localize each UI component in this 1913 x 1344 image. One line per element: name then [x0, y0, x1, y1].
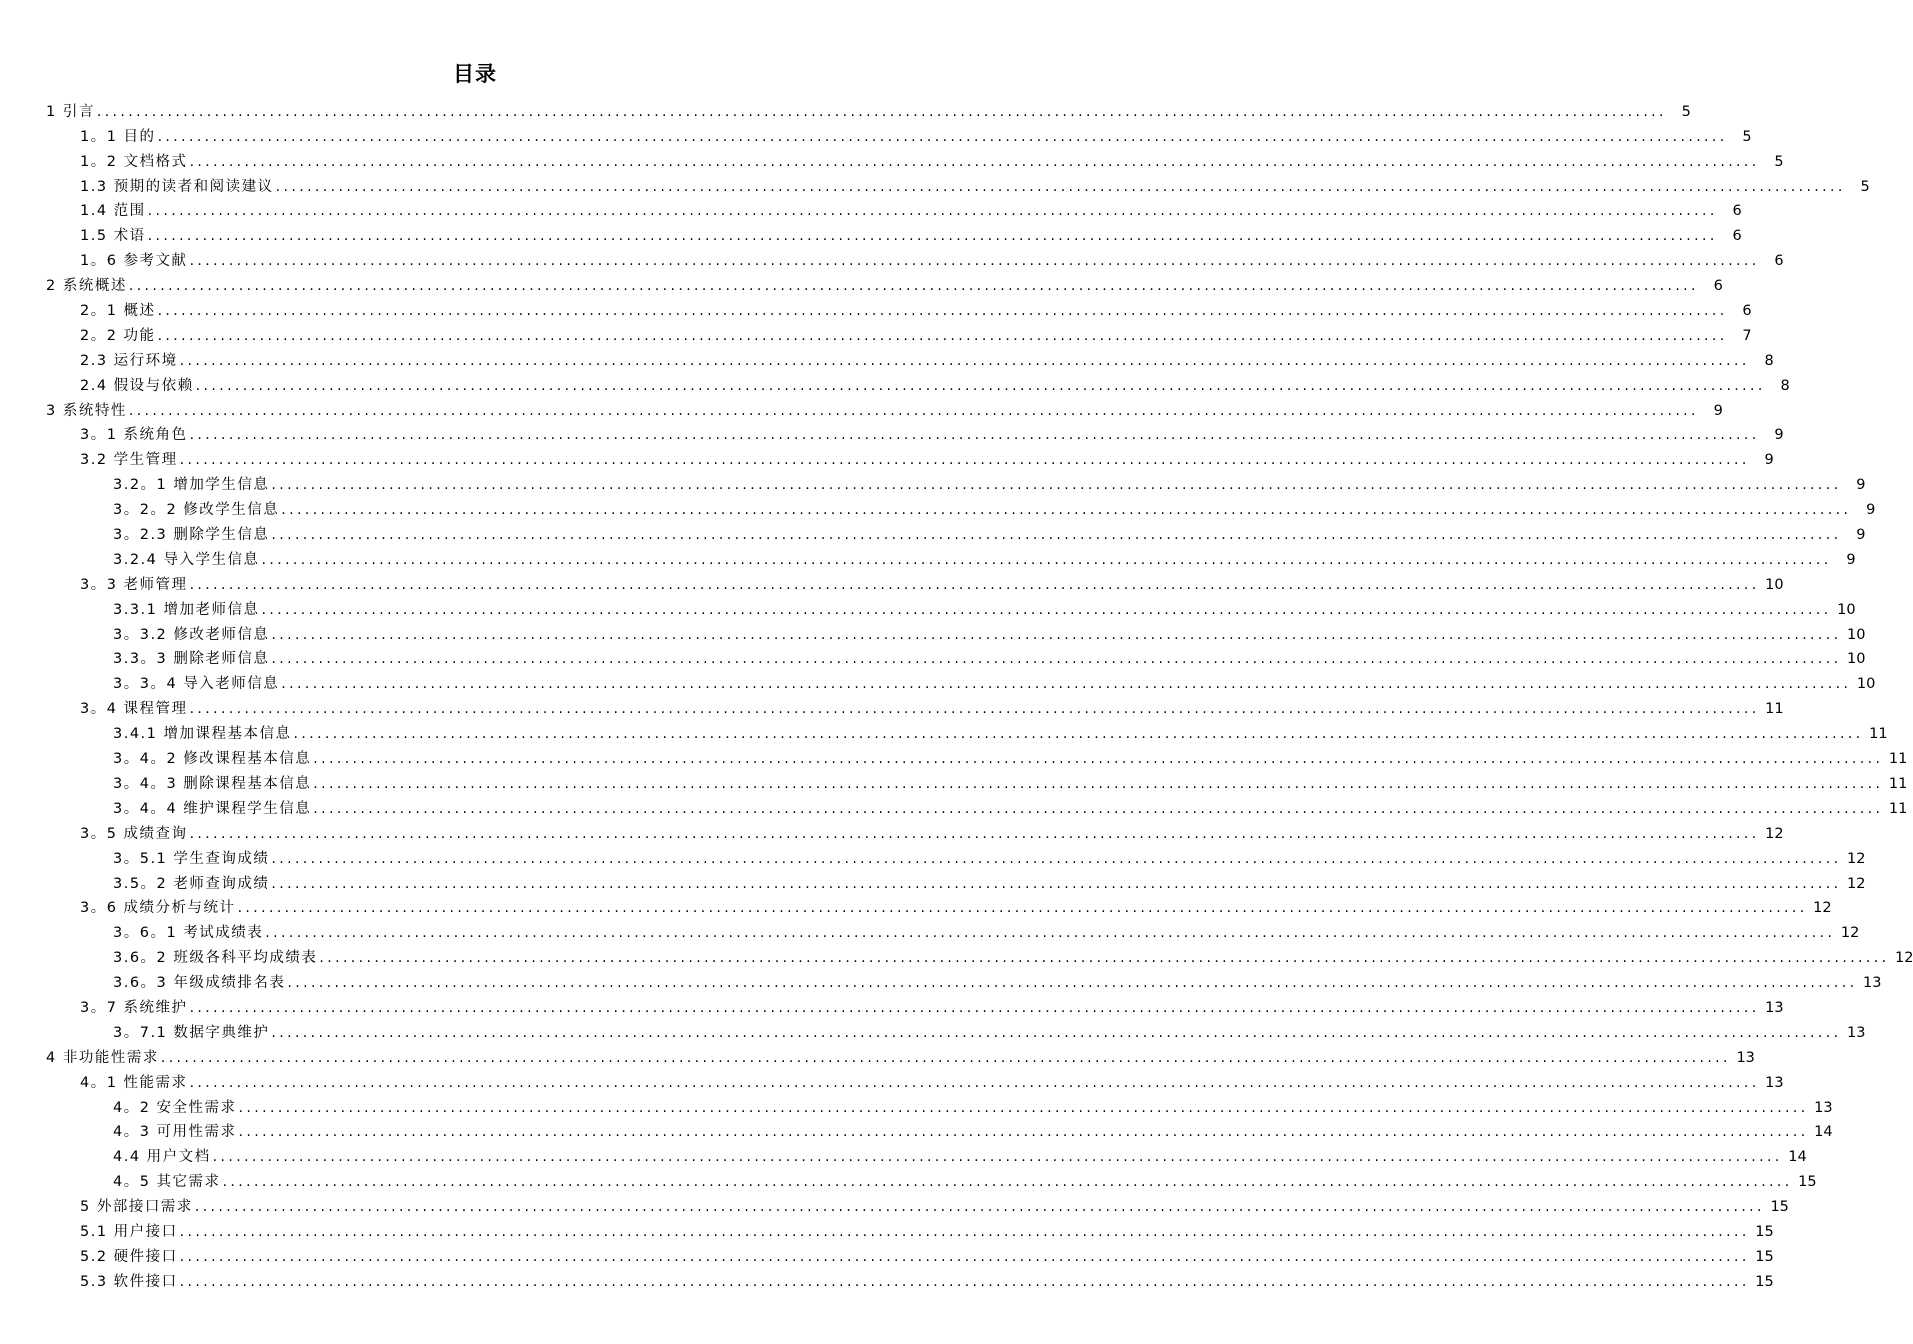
dot-leader: ........................................................................................................................................................................................................ — [313, 751, 1884, 768]
toc-entry-title: 3。3。4 导入老师信息 — [113, 676, 280, 693]
dot-leader: ........................................................................................................................................................................................................ — [189, 999, 1760, 1016]
dot-leader: ........................................................................................................................................................................................................ — [189, 253, 1760, 270]
toc-entry-title: 5 外部接口需求 — [80, 1199, 193, 1216]
toc-entry-page-number: 10 — [1856, 676, 1876, 693]
dot-leader: ........................................................................................................................................................................................................ — [179, 352, 1750, 369]
dot-leader: ........................................................................................................................................................................................................ — [195, 377, 1766, 394]
toc-entry-title: 1.4 范围 — [80, 203, 146, 220]
toc-entry[interactable] — [0, 796, 1908, 821]
table-of-contents — [0, 99, 1913, 1294]
dot-leader: ........................................................................................................................................................................................................ — [261, 601, 1832, 618]
dot-leader: ........................................................................................................................................................................................................ — [238, 1124, 1809, 1141]
toc-entry[interactable] — [0, 1095, 1833, 1120]
toc-entry-page-number: 8 — [1780, 377, 1790, 394]
toc-entry-page-number: 6 — [1732, 203, 1742, 220]
toc-entry-title: 3 系统特性 — [46, 402, 127, 419]
toc-entry-title: 4。2 安全性需求 — [113, 1099, 237, 1116]
toc-entry[interactable] — [0, 323, 1752, 348]
toc-entry[interactable] — [0, 896, 1832, 921]
toc-entry-title: 3。7 系统维护 — [80, 999, 188, 1016]
toc-entry[interactable] — [0, 1244, 1774, 1269]
toc-entry[interactable] — [0, 373, 1790, 398]
dot-leader: ........................................................................................................................................................................................................ — [275, 178, 1846, 195]
toc-entry-title: 1。6 参考文献 — [80, 253, 188, 270]
toc-entry-title: 4.4 用户文档 — [113, 1149, 211, 1166]
toc-entry-page-number: 13 — [1765, 999, 1784, 1016]
toc-entry[interactable] — [0, 1070, 1784, 1095]
toc-entry[interactable] — [0, 1020, 1866, 1045]
toc-entry-page-number: 15 — [1798, 1174, 1817, 1191]
toc-entry[interactable] — [0, 199, 1742, 224]
toc-entry[interactable] — [0, 149, 1784, 174]
toc-entry[interactable] — [0, 920, 1860, 945]
toc-entry-title: 4。1 性能需求 — [80, 1074, 188, 1091]
dot-leader: ........................................................................................................................................................................................................ — [271, 626, 1842, 643]
dot-leader: ........................................................................................................................................................................................................ — [189, 701, 1760, 718]
toc-entry-page-number: 8 — [1764, 352, 1774, 369]
toc-entry-page-number: 12 — [1765, 825, 1784, 842]
toc-entry-page-number: 9 — [1846, 551, 1856, 568]
toc-entry-title: 3.3。3 删除老师信息 — [113, 651, 270, 668]
toc-entry[interactable] — [0, 1169, 1817, 1194]
toc-entry-title: 2。1 概述 — [80, 303, 156, 320]
toc-entry-page-number: 14 — [1814, 1124, 1833, 1141]
dot-leader: ........................................................................................................................................................................................................ — [189, 427, 1760, 444]
toc-entry-page-number: 5 — [1742, 128, 1752, 145]
toc-entry-page-number: 13 — [1847, 1024, 1866, 1041]
dot-leader: ........................................................................................................................................................................................................ — [194, 1199, 1765, 1216]
toc-entry-title: 1.3 预期的读者和阅读建议 — [80, 178, 274, 195]
toc-entry[interactable] — [0, 821, 1784, 846]
toc-entry-page-number: 10 — [1837, 601, 1856, 618]
toc-entry-page-number: 14 — [1788, 1149, 1807, 1166]
toc-entry-title: 1。2 文档格式 — [80, 153, 188, 170]
dot-leader: ........................................................................................................................................................................................................ — [128, 402, 1699, 419]
toc-entry-page-number: 15 — [1755, 1223, 1774, 1240]
toc-entry-page-number: 12 — [1895, 950, 1913, 967]
dot-leader: ........................................................................................................................................................................................................ — [96, 103, 1667, 120]
toc-entry-title: 3。4 课程管理 — [80, 701, 188, 718]
toc-entry-title: 2 系统概述 — [46, 278, 127, 295]
toc-entry[interactable] — [0, 871, 1866, 896]
dot-leader: ........................................................................................................................................................................................................ — [271, 850, 1842, 867]
toc-entry-page-number: 15 — [1755, 1273, 1774, 1290]
dot-leader: ........................................................................................................................................................................................................ — [189, 1074, 1760, 1091]
toc-entry[interactable] — [0, 995, 1784, 1020]
toc-entry[interactable] — [0, 1219, 1774, 1244]
dot-leader: ........................................................................................................................................................................................................ — [222, 1174, 1793, 1191]
toc-entry-title: 3.6。3 年级成绩排名表 — [113, 975, 286, 992]
toc-entry-page-number: 11 — [1869, 726, 1888, 743]
toc-entry[interactable] — [0, 248, 1784, 273]
toc-entry[interactable] — [0, 597, 1856, 622]
toc-entry[interactable] — [0, 447, 1774, 472]
toc-entry[interactable] — [0, 671, 1876, 696]
toc-entry[interactable] — [0, 298, 1752, 323]
toc-entry-title: 3.2。1 增加学生信息 — [113, 477, 270, 494]
toc-entry[interactable] — [0, 174, 1870, 199]
toc-entry-title: 5.3 软件接口 — [80, 1273, 178, 1290]
toc-entry[interactable] — [0, 124, 1752, 149]
dot-leader: ........................................................................................................................................................................................................ — [157, 303, 1728, 320]
dot-leader: ........................................................................................................................................................................................................ — [128, 278, 1699, 295]
toc-entry-title: 3。4。3 删除课程基本信息 — [113, 775, 312, 792]
toc-entry-page-number: 11 — [1888, 775, 1908, 792]
toc-entry-title: 4。5 其它需求 — [113, 1174, 221, 1191]
dot-leader: ........................................................................................................................................................................................................ — [212, 1149, 1783, 1166]
toc-entry-title: 3。4。4 维护课程学生信息 — [113, 800, 312, 817]
toc-entry-page-number: 11 — [1888, 751, 1908, 768]
toc-entry-title: 1。1 目的 — [80, 128, 156, 145]
toc-entry[interactable] — [0, 398, 1723, 423]
dot-leader: ........................................................................................................................................................................................................ — [147, 203, 1718, 220]
toc-entry[interactable] — [0, 696, 1784, 721]
toc-entry-page-number: 6 — [1742, 303, 1752, 320]
toc-entry-title: 1.5 术语 — [80, 228, 146, 245]
toc-entry[interactable] — [0, 423, 1784, 448]
toc-entry-page-number: 13 — [1736, 1049, 1755, 1066]
toc-entry[interactable] — [0, 622, 1866, 647]
toc-entry-page-number: 13 — [1765, 1074, 1784, 1091]
toc-entry-title: 3。5.1 学生查询成绩 — [113, 850, 270, 867]
toc-entry-title: 3。5 成绩查询 — [80, 825, 188, 842]
toc-entry[interactable] — [0, 273, 1723, 298]
toc-entry-title: 3。3.2 修改老师信息 — [113, 626, 270, 643]
dot-leader: ........................................................................................................................................................................................................ — [271, 875, 1842, 892]
dot-leader: ........................................................................................................................................................................................................ — [319, 950, 1890, 967]
dot-leader: ........................................................................................................................................................................................................ — [157, 128, 1728, 145]
toc-entry-title: 3.3.1 增加老师信息 — [113, 601, 260, 618]
dot-leader: ........................................................................................................................................................................................................ — [281, 502, 1852, 519]
toc-entry-title: 3。4。2 修改课程基本信息 — [113, 751, 312, 768]
toc-entry[interactable] — [0, 970, 1882, 995]
toc-entry-title: 3.2 学生管理 — [80, 452, 178, 469]
toc-entry-page-number: 13 — [1814, 1099, 1833, 1116]
toc-entry-title: 3.2.4 导入学生信息 — [113, 551, 260, 568]
dot-leader: ........................................................................................................................................................................................................ — [313, 800, 1884, 817]
dot-leader: ........................................................................................................................................................................................................ — [189, 576, 1760, 593]
toc-entry-title: 4。3 可用性需求 — [113, 1124, 237, 1141]
toc-entry-title: 2.3 运行环境 — [80, 352, 178, 369]
toc-entry-title: 2。2 功能 — [80, 327, 156, 344]
toc-entry[interactable] — [0, 721, 1888, 746]
toc-entry[interactable] — [0, 497, 1876, 522]
dot-leader: ........................................................................................................................................................................................................ — [281, 676, 1852, 693]
toc-entry[interactable] — [0, 945, 1913, 970]
dot-leader: ........................................................................................................................................................................................................ — [147, 228, 1718, 245]
toc-entry[interactable] — [0, 1194, 1789, 1219]
dot-leader: ........................................................................................................................................................................................................ — [271, 1024, 1842, 1041]
dot-leader: ........................................................................................................................................................................................................ — [179, 1273, 1750, 1290]
toc-entry-page-number: 12 — [1847, 875, 1866, 892]
toc-entry-page-number: 6 — [1774, 253, 1784, 270]
toc-entry[interactable] — [0, 1269, 1774, 1294]
dot-leader: ........................................................................................................................................................................................................ — [287, 975, 1858, 992]
toc-entry-page-number: 9 — [1866, 502, 1876, 519]
dot-leader: ........................................................................................................................................................................................................ — [237, 900, 1808, 917]
dot-leader: ........................................................................................................................................................................................................ — [179, 1248, 1750, 1265]
toc-entry[interactable] — [0, 472, 1866, 497]
dot-leader: ........................................................................................................................................................................................................ — [265, 925, 1836, 942]
toc-entry-title: 2.4 假设与依赖 — [80, 377, 194, 394]
toc-entry-page-number: 10 — [1847, 626, 1866, 643]
toc-entry-page-number: 5 — [1681, 103, 1691, 120]
dot-leader: ........................................................................................................................................................................................................ — [271, 477, 1842, 494]
toc-entry-page-number: 12 — [1847, 850, 1866, 867]
dot-leader: ........................................................................................................................................................................................................ — [313, 775, 1884, 792]
toc-entry-page-number: 11 — [1765, 701, 1784, 718]
toc-entry[interactable] — [0, 1144, 1807, 1169]
toc-entry[interactable] — [0, 1120, 1833, 1145]
toc-entry-page-number: 10 — [1765, 576, 1784, 593]
toc-entry-page-number: 5 — [1774, 153, 1784, 170]
toc-entry-page-number: 9 — [1856, 527, 1866, 544]
toc-entry-title: 3.4.1 增加课程基本信息 — [113, 726, 292, 743]
toc-entry-title: 3。6 成绩分析与统计 — [80, 900, 236, 917]
dot-leader: ........................................................................................................................................................................................................ — [189, 153, 1760, 170]
toc-entry-title: 3。7.1 数据字典维护 — [113, 1024, 270, 1041]
toc-entry-title: 5.2 硬件接口 — [80, 1248, 178, 1265]
toc-entry-title: 3。3 老师管理 — [80, 576, 188, 593]
toc-entry-page-number: 15 — [1770, 1199, 1789, 1216]
toc-entry[interactable] — [0, 771, 1908, 796]
dot-leader: ........................................................................................................................................................................................................ — [293, 726, 1864, 743]
toc-entry-page-number: 11 — [1888, 800, 1908, 817]
dot-leader: ........................................................................................................................................................................................................ — [271, 651, 1842, 668]
toc-entry-title: 5.1 用户接口 — [80, 1223, 178, 1240]
toc-entry-title: 3。2.3 删除学生信息 — [113, 527, 270, 544]
toc-entry[interactable] — [0, 647, 1866, 672]
dot-leader: ........................................................................................................................................................................................................ — [271, 527, 1842, 544]
toc-entry-title: 3。6。1 考试成绩表 — [113, 925, 264, 942]
toc-entry-title: 3.5。2 老师查询成绩 — [113, 875, 270, 892]
toc-entry[interactable] — [0, 99, 1691, 124]
toc-entry-title: 3。1 系统角色 — [80, 427, 188, 444]
toc-entry[interactable] — [0, 522, 1866, 547]
dot-leader: ........................................................................................................................................................................................................ — [179, 1223, 1750, 1240]
toc-entry-title: 1 引言 — [46, 103, 95, 120]
toc-entry[interactable] — [0, 572, 1784, 597]
toc-entry-page-number: 9 — [1774, 427, 1784, 444]
toc-entry-page-number: 6 — [1713, 278, 1723, 295]
dot-leader: ........................................................................................................................................................................................................ — [261, 551, 1832, 568]
toc-entry-page-number: 9 — [1856, 477, 1866, 494]
toc-entry-page-number: 12 — [1840, 925, 1860, 942]
toc-entry-page-number: 9 — [1713, 402, 1723, 419]
dot-leader: ........................................................................................................................................................................................................ — [179, 452, 1750, 469]
toc-entry[interactable] — [0, 1045, 1755, 1070]
dot-leader: ........................................................................................................................................................................................................ — [160, 1049, 1731, 1066]
toc-entry-title: 3。2。2 修改学生信息 — [113, 502, 280, 519]
toc-entry[interactable] — [0, 348, 1774, 373]
toc-entry[interactable] — [0, 223, 1742, 248]
toc-entry-page-number: 10 — [1847, 651, 1866, 668]
toc-entry-page-number: 6 — [1732, 228, 1742, 245]
dot-leader: ........................................................................................................................................................................................................ — [157, 327, 1728, 344]
dot-leader: ........................................................................................................................................................................................................ — [189, 825, 1760, 842]
toc-entry[interactable] — [0, 547, 1856, 572]
toc-entry-title: 3.6。2 班级各科平均成绩表 — [113, 950, 318, 967]
dot-leader: ........................................................................................................................................................................................................ — [238, 1099, 1809, 1116]
toc-entry-page-number: 9 — [1764, 452, 1774, 469]
toc-entry-page-number: 12 — [1813, 900, 1832, 917]
toc-entry-title: 4 非功能性需求 — [46, 1049, 159, 1066]
toc-entry-page-number: 5 — [1860, 178, 1870, 195]
page-title: 目录 — [453, 62, 497, 86]
toc-entry-page-number: 13 — [1863, 975, 1882, 992]
toc-entry[interactable] — [0, 746, 1908, 771]
toc-entry-page-number: 15 — [1755, 1248, 1774, 1265]
toc-entry-page-number: 7 — [1742, 327, 1752, 344]
toc-entry[interactable] — [0, 846, 1866, 871]
